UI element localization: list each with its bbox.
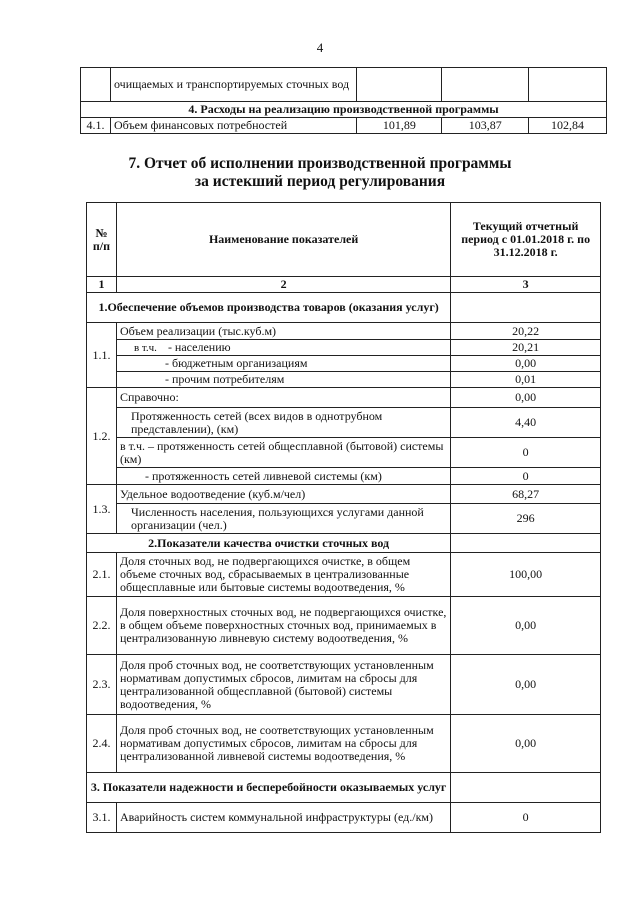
value-cell: 102,84 (529, 118, 607, 134)
table-row (87, 803, 601, 833)
value-cell: 0,01 (451, 372, 601, 388)
header-value: Текущий отчетный период с 01.01.2018 г. по 31.12.2018 г. (451, 203, 601, 277)
column-number: 1 (87, 277, 117, 293)
table-row (87, 597, 601, 655)
indicator-subname: - населению (167, 339, 231, 354)
value-cell: 101,89 (357, 118, 442, 134)
value-cell: 296 (451, 504, 601, 534)
indicator-name: Доля сточных вод, не подвергающихся очистке, в общем объеме сточных вод, сбрасываемых в централизованные общесплавные или бытовые системы водоотведения, % (116, 553, 450, 597)
value-cell (357, 68, 442, 102)
row-number: 3.1. (87, 803, 117, 833)
section-4-title: 4. Расходы на реализацию производственной программы (81, 102, 607, 118)
header-num: № п/п (87, 203, 117, 277)
row-number: 2.1. (87, 553, 117, 597)
indicator-name: Объем реализации (тыс.куб.м) (116, 323, 450, 340)
indicator-name: в т.ч. – протяженность сетей общесплавной (бытовой) системы (км) (116, 438, 450, 468)
value-cell: 4,40 (451, 408, 601, 438)
section-1-title: 1.Обеспечение объемов производства товаров (оказания услуг) (87, 293, 451, 323)
row-number: 4.1. (81, 118, 111, 134)
row-number: 2.2. (87, 597, 117, 655)
value-cell: 68,27 (451, 485, 601, 504)
table-row (87, 408, 601, 438)
indicator-name: Аварийность систем коммунальной инфраструктуры (ед./км) (116, 803, 450, 833)
table-row (87, 438, 601, 468)
table-row (87, 715, 601, 773)
indicator-name: очищаемых и транспортируемых сточных вод (110, 68, 356, 102)
value-cell: 0 (451, 803, 601, 833)
value-cell: 0,00 (451, 388, 601, 408)
table-row (81, 118, 607, 134)
indicator-name: - прочим потребителям (116, 372, 450, 388)
value-cell: 100,00 (451, 553, 601, 597)
table-row (87, 485, 601, 504)
table-row (87, 504, 601, 534)
indicator-name: - протяженность сетей ливневой системы (км) (116, 468, 450, 485)
row-number (81, 68, 111, 102)
section-3-title: 3. Показатели надежности и бесперебойности оказываемых услуг (87, 773, 451, 803)
row-number: 1.3. (87, 485, 117, 534)
report-title-line-2: за истекший период регулирования (194, 173, 446, 190)
column-number: 2 (116, 277, 450, 293)
empty-cell (451, 773, 601, 803)
row-number: 2.4. (87, 715, 117, 773)
indicator-name: Доля проб сточных вод, не соответствующих установленным нормативам допустимых сбросов, лимитам на сбросы для централизованной общесплавной (бытовой) системы водоотведения, % (116, 655, 450, 715)
value-cell: 0,00 (451, 597, 601, 655)
indicator-name: Справочно: (116, 388, 450, 408)
value-cell: 0 (451, 468, 601, 485)
value-cell: 0 (451, 438, 601, 468)
table-row (87, 356, 601, 372)
value-cell: 20,21 (451, 340, 601, 356)
empty-cell (451, 293, 601, 323)
indicator-name: - бюджетным организациям (116, 356, 450, 372)
table-row (87, 372, 601, 388)
value-cell: 20,22 (451, 323, 601, 340)
report-title-line-1: 7. Отчет об исполнении производственной программы (128, 155, 512, 172)
value-cell: 0,00 (451, 655, 601, 715)
table-row (87, 553, 601, 597)
row-number: 1.2. (87, 388, 117, 485)
table-row (87, 655, 601, 715)
empty-cell (451, 534, 601, 553)
value-cell: 103,87 (442, 118, 529, 134)
value-cell: 0,00 (451, 715, 601, 773)
row-number: 2.3. (87, 655, 117, 715)
section-2-title: 2.Показатели качества очистки сточных вод (87, 534, 451, 553)
value-cell (529, 68, 607, 102)
report-title (0, 155, 640, 191)
indicator-name (116, 340, 450, 356)
table-row (81, 68, 607, 102)
indicator-name: Удельное водоотведение (куб.м/чел) (116, 485, 450, 504)
column-number: 3 (451, 277, 601, 293)
indicator-name: Численность населения, пользующихся услугами данной организации (чел.) (116, 504, 450, 534)
indicator-name: Протяженность сетей (всех видов в однотрубном представлении), (км) (116, 408, 450, 438)
report-table (86, 202, 601, 833)
indicator-name: Объем финансовых потребностей (110, 118, 356, 134)
row-number: 1.1. (87, 323, 117, 388)
page-number: 4 (316, 40, 324, 55)
table-row (87, 388, 601, 408)
indicator-name: Доля проб сточных вод, не соответствующих установленным нормативам допустимых сбросов, лимитам на сбросы для централизованной ливневой системы водоотведения, % (116, 715, 450, 773)
prefix-text: в т.ч. (133, 341, 157, 354)
table-row (87, 323, 601, 340)
value-cell (442, 68, 529, 102)
header-name: Наименование показателей (116, 203, 450, 277)
table-row (87, 468, 601, 485)
indicator-name: Доля поверхностных сточных вод, не подвергающихся очистке, в общем объеме поверхностных сточных вод, принимаемых в централизованную ливневую систему водоотведения, % (116, 597, 450, 655)
table-row (87, 340, 601, 356)
value-cell: 0,00 (451, 356, 601, 372)
expenses-table (80, 67, 607, 134)
